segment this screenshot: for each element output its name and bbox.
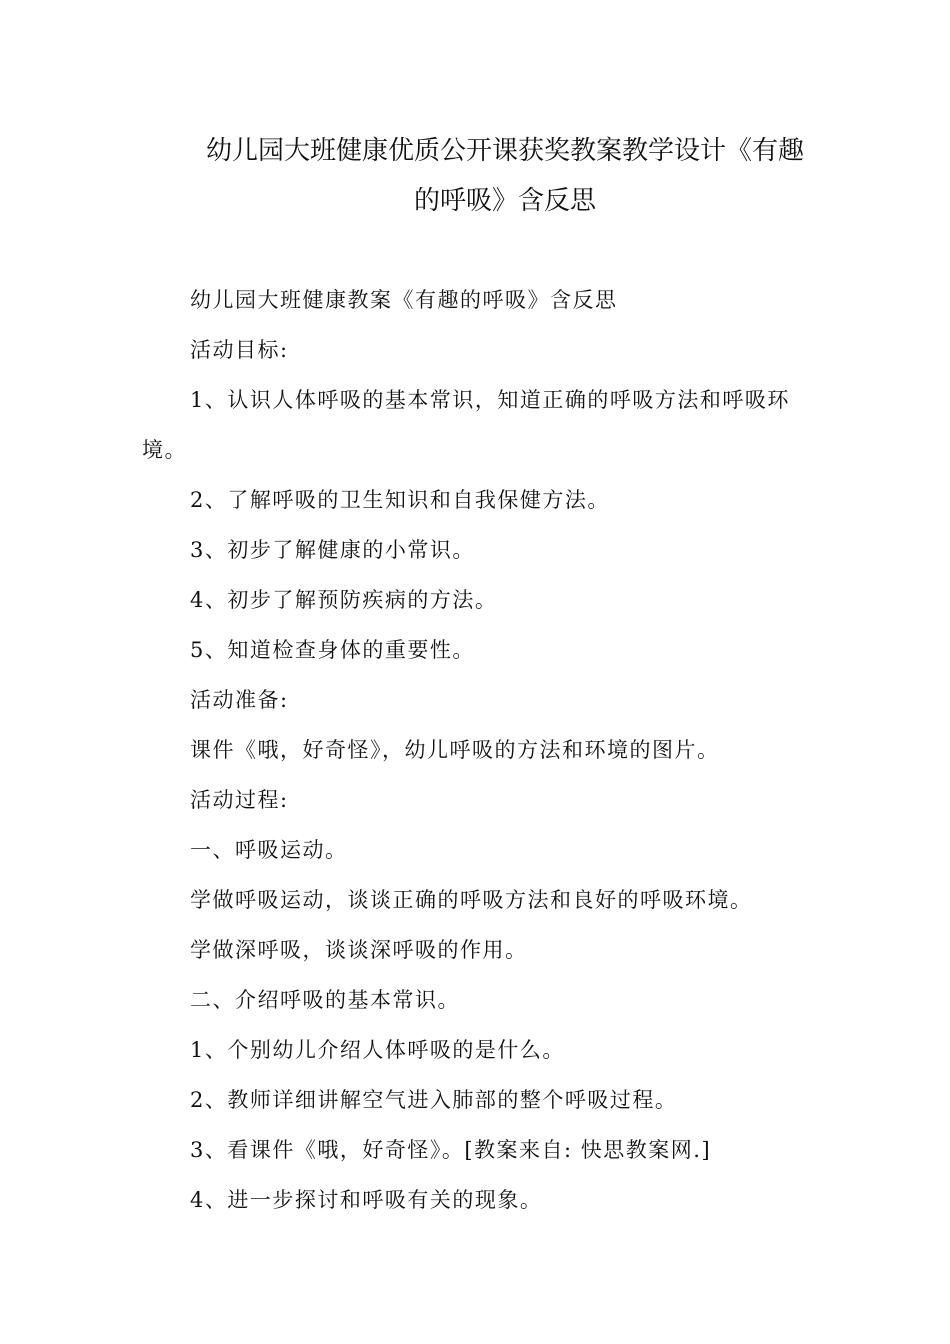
process-step-2-item-1: 1、个别幼儿介绍人体呼吸的是什么。 [190, 1038, 565, 1062]
process-step-1-text-a: 学做呼吸运动，谈谈正确的呼吸方法和良好的呼吸环境。 [190, 888, 753, 912]
section-heading-process: 活动过程: [190, 788, 289, 812]
process-step-2-item-4: 4、进一步探讨和呼吸有关的现象。 [190, 1188, 543, 1212]
document-title-line-2: 的呼吸》含反思 [413, 186, 596, 216]
process-step-1-heading: 一、呼吸运动。 [190, 838, 348, 862]
process-step-2-heading: 二、介绍呼吸的基本常识。 [190, 988, 460, 1012]
process-step-1-text-b: 学做深呼吸，谈谈深呼吸的作用。 [190, 938, 528, 962]
document-title-line-1: 幼儿园大班健康优质公开课获奖教案教学设计《有趣 [205, 136, 804, 166]
goal-item-4: 4、初步了解预防疾病的方法。 [190, 588, 498, 612]
subtitle-paragraph: 幼儿园大班健康教案《有趣的呼吸》含反思 [190, 288, 618, 312]
goal-item-1-continuation: 境。 [142, 438, 187, 462]
section-heading-preparation: 活动准备: [190, 688, 289, 712]
process-step-2-item-2: 2、教师详细讲解空气进入肺部的整个呼吸过程。 [190, 1088, 678, 1112]
process-step-2-item-3: 3、看课件《哦，好奇怪》。[教案来自: 快思教案网.] [190, 1138, 712, 1162]
goal-item-2: 2、了解呼吸的卫生知识和自我保健方法。 [190, 488, 610, 512]
preparation-text: 课件《哦，好奇怪》，幼儿呼吸的方法和环境的图片。 [190, 738, 720, 762]
section-heading-goals: 活动目标: [190, 338, 289, 362]
goal-item-5: 5、知道检查身体的重要性。 [190, 638, 475, 662]
goal-item-1: 1、认识人体呼吸的基本常识，知道正确的呼吸方法和呼吸环 [190, 388, 790, 412]
goal-item-3: 3、初步了解健康的小常识。 [190, 538, 475, 562]
